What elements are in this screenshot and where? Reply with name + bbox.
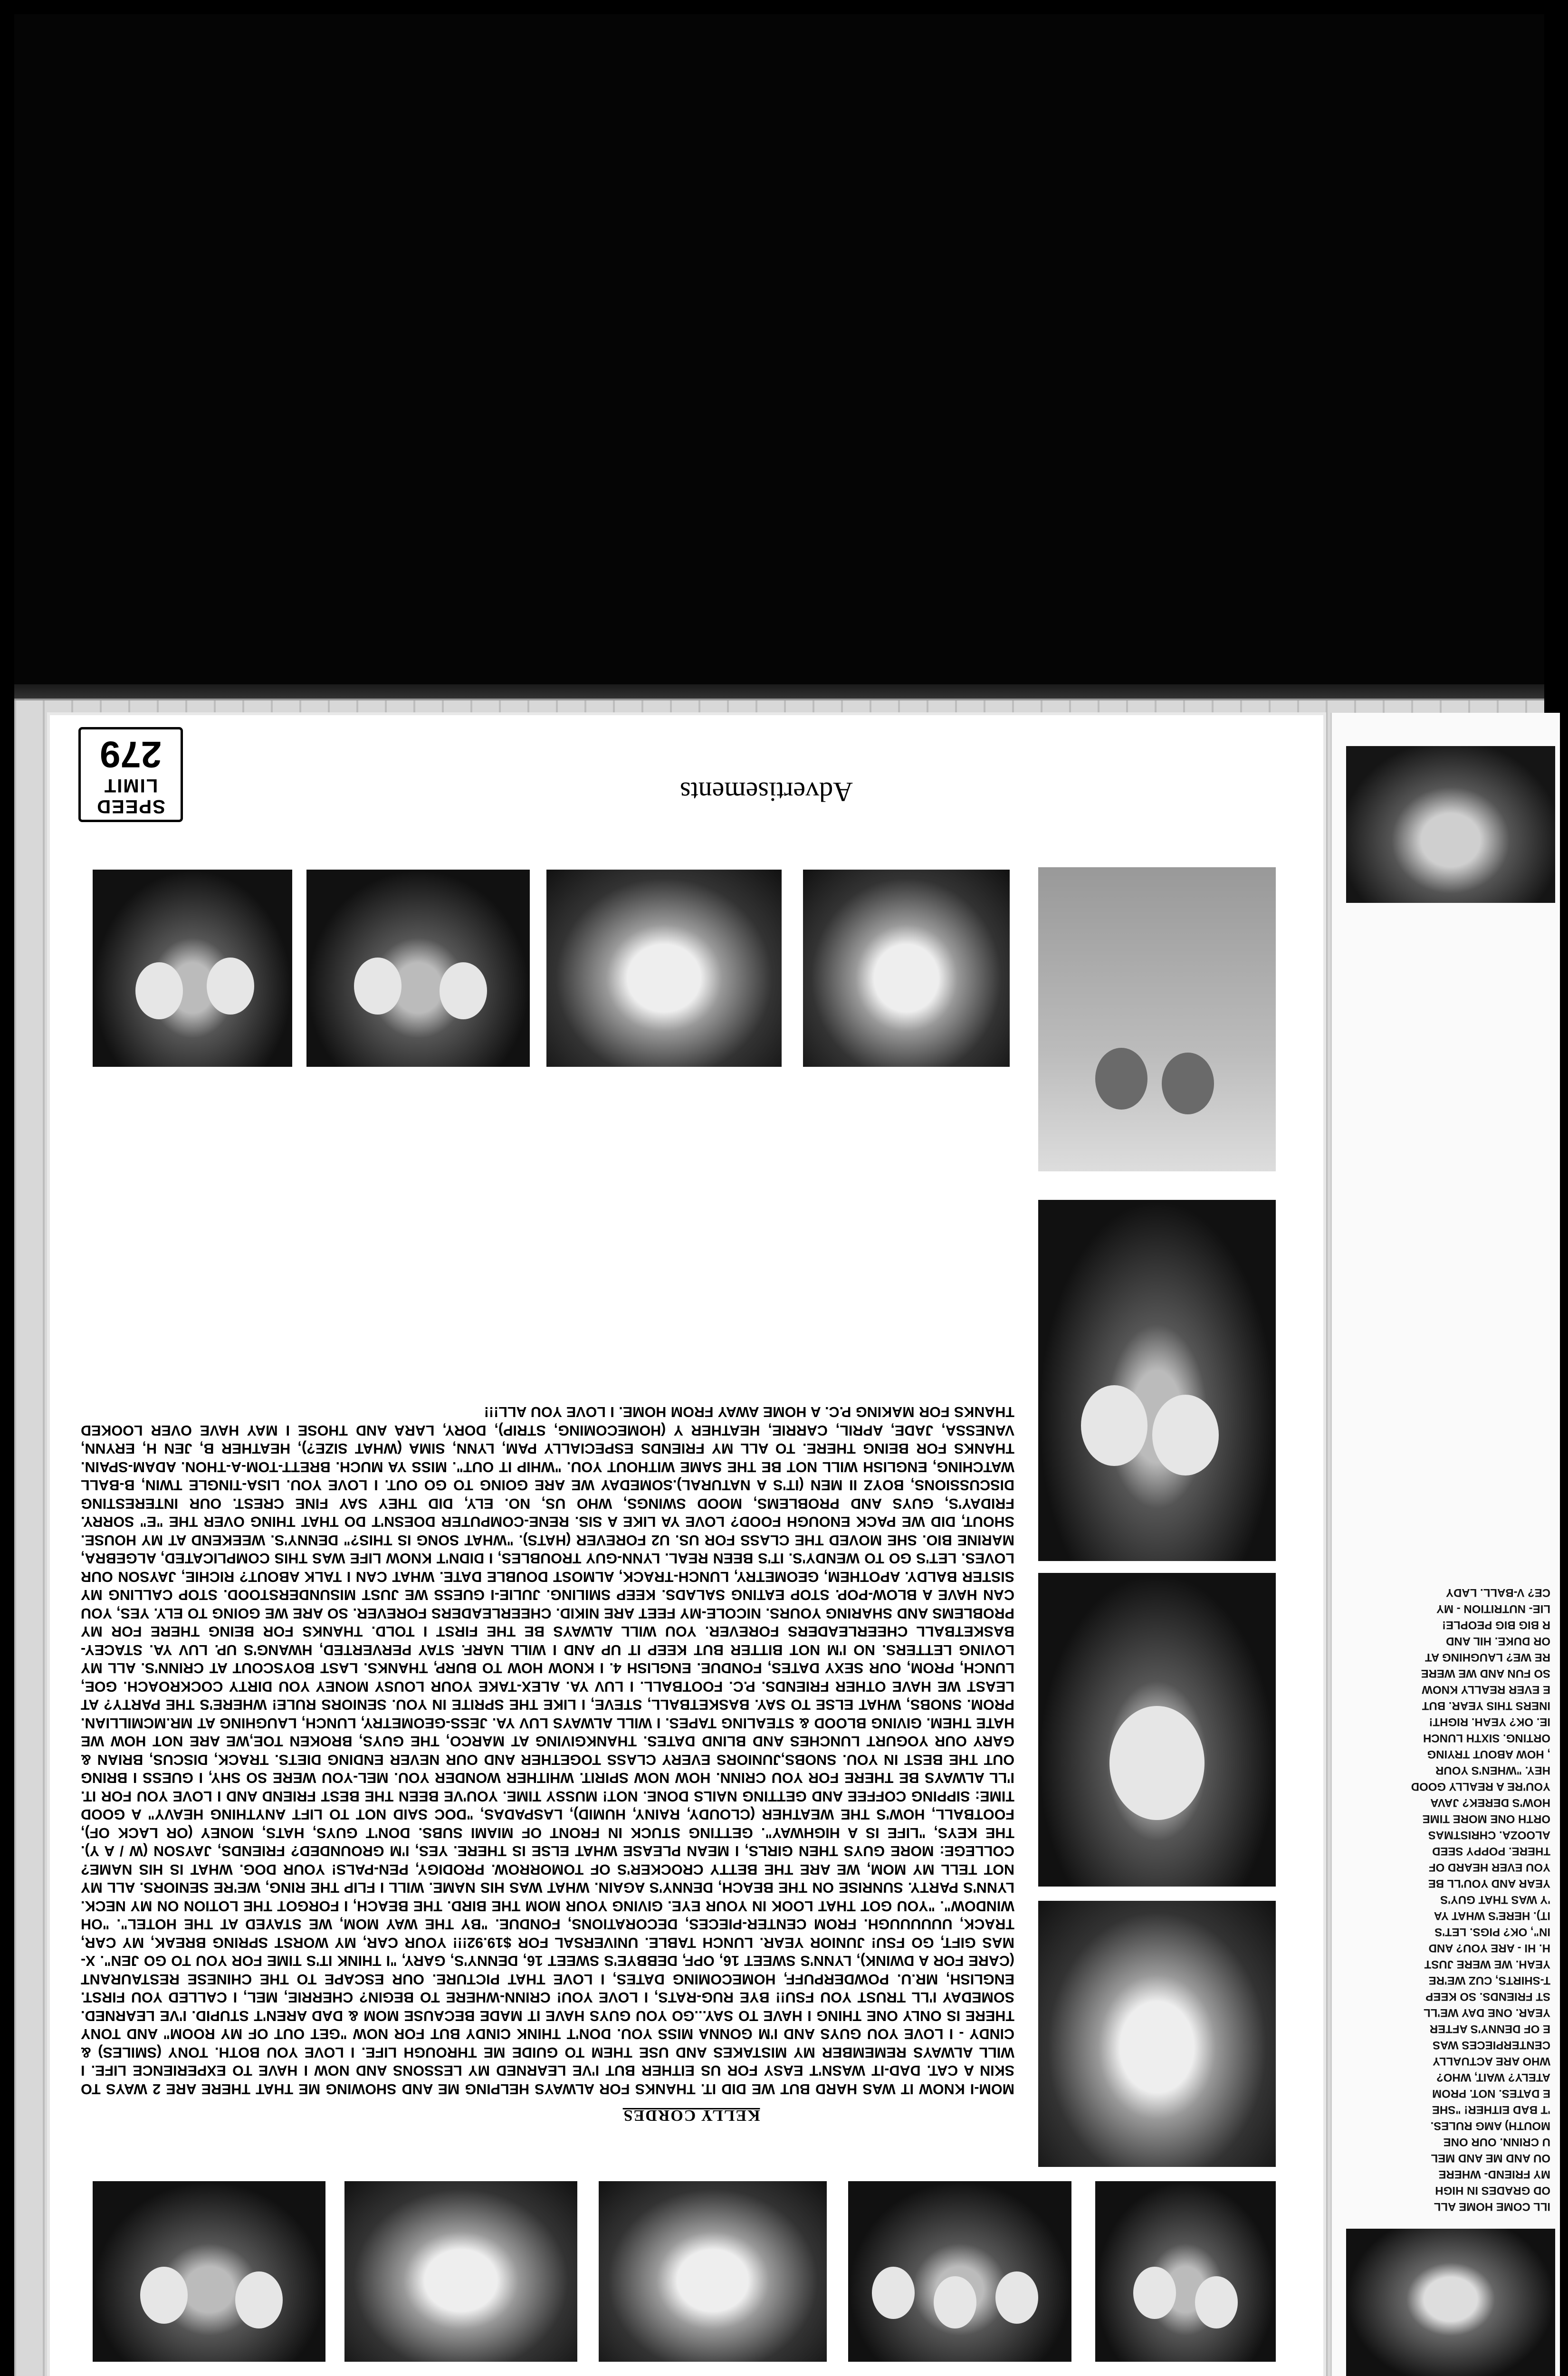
- signature-heading: KELLY CORDES: [622, 2107, 760, 2124]
- adjacent-page-line: MY FRIEND- WHERE: [1438, 2168, 1550, 2181]
- adjacent-page-line: RE WE? LAUGHING AT: [1425, 1651, 1550, 1664]
- adjacent-page-line: E EVER REALLY KNOW: [1422, 1683, 1550, 1696]
- adjacent-page-line: CENTERPIECES WAS: [1432, 2039, 1550, 2051]
- adjacent-page-line: YOU'RE A REALLY GOOD: [1411, 1780, 1550, 1793]
- adjacent-page-line: OD GRADES IN HIGH: [1435, 2184, 1550, 2197]
- adjacent-page-line: , HOW ABOUT TRYING: [1427, 1748, 1550, 1761]
- adjacent-page-line: YOU EVER HEARD OF: [1428, 1861, 1550, 1874]
- speed-sign-line2: LIMIT: [103, 775, 158, 796]
- adjacent-page-line: THERE. POPPY SEED: [1432, 1845, 1550, 1858]
- adjacent-page-line: T-SHIRTS, CUZ WE'RE: [1428, 1974, 1550, 1987]
- adjacent-page-line: YEAR AND YOU'LL BE: [1428, 1877, 1550, 1890]
- adjacent-page-line: OR DUKE. HIL AND: [1445, 1635, 1550, 1648]
- adjacent-page: [1330, 713, 1560, 2376]
- speed-limit-sign: [78, 727, 183, 822]
- adjacent-page-line: ATELY? WAIT, WHO?: [1436, 2071, 1550, 2084]
- photo-left-2: [1038, 1573, 1276, 1887]
- adjacent-page-line: ALOOZA. CHRISTMAS: [1428, 1829, 1550, 1841]
- photo-left-4: [1038, 867, 1276, 1171]
- photo-top-1: [1095, 2181, 1276, 2362]
- page-number: 279: [99, 734, 162, 776]
- adjacent-page-line: ILL COME HOME ALL: [1434, 2200, 1550, 2213]
- adjacent-page-line: E DATES. NOT. PROM: [1432, 2087, 1550, 2100]
- adjacent-photo-bottom: [1346, 746, 1555, 903]
- adjacent-page-line: SO FUN AND WE WERE: [1421, 1667, 1550, 1680]
- adjacent-page-line: CE? V-BALL. LADY: [1446, 1586, 1550, 1599]
- photo-left-3: [1038, 1200, 1276, 1561]
- photo-bottom-4: [93, 870, 292, 1067]
- adjacent-page-line: ORTH ONE MORE TIME: [1422, 1812, 1550, 1825]
- adjacent-page-text: [1351, 1584, 1550, 2214]
- adjacent-page-line: E OF DENNY'S AFTER: [1429, 2022, 1550, 2035]
- photo-bottom-1: [803, 870, 1010, 1067]
- adjacent-page-line: ORTING. SIXTH LUNCH: [1423, 1732, 1550, 1744]
- adjacent-page-line: YEAR. ONE DAY WE'LL: [1423, 2006, 1550, 2019]
- scanner-lid: [14, 14, 1544, 694]
- adjacent-page-line: WHO ARE ACTUALLY: [1433, 2055, 1550, 2068]
- photo-top-5: [93, 2181, 325, 2362]
- photo-bottom-2: [546, 870, 782, 1067]
- adjacent-photo-top: [1346, 2229, 1555, 2376]
- photo-left-1: [1038, 1901, 1276, 2167]
- message-body: [81, 1403, 1014, 2098]
- photo-top-2: [848, 2181, 1071, 2362]
- adjacent-page-line: OU AND ME AND MEL: [1431, 2152, 1550, 2165]
- adjacent-page-line: R BIG BIG PEOPLE!: [1442, 1619, 1550, 1631]
- adjacent-page-line: HOW'S DEREK? JAVA: [1430, 1796, 1550, 1809]
- adjacent-page-line: MOUTH) AMG RULES.: [1430, 2119, 1550, 2132]
- yearbook-page: [50, 715, 1323, 2376]
- photo-bottom-3: [306, 870, 530, 1067]
- adjacent-page-line: IE. OK? YEAH. RIGHT!: [1429, 1715, 1550, 1728]
- message-paragraph: MOM-I KNOW IT WAS HARD BUT WE DID IT. THANKS FOR ALWAYS HELPING ME AND SHOWING ME THAT THERE ARE 2 WAYS TO SKIN A CAT. DAD-IT WASN'T EASY FOR US EITHER BUT I'VE LEARNED MY LESSONS AND NOW I HAVE TO EXPERIENCE LIFE. I WILL ALWAYS REMEMBER MY MISTAKES AND USE THEM TO GUIDE ME THROUGH LIFE. I LOVE YOU BOTH. TONY (SMILES) & CINDY - I LOVE YOU GUYS AND I'M GONNA MISS YOU. DON'T THINK CINDY BUT FOR NOW "GET OUT OF MY ROOM" AND TONY THERE IS ONLY ONE THING I HAVE TO SAY...GO YOU GUYS HAVE IT MADE BECAUSE MOM & DAD AREN'T STUPID. I'VE LEARNED. SOMEDAY I'LL TRUST YOU FSU!! BYE RUG-RATS, I LOVE YOU! CRINN-WHERE TO BEGIN? CHERRIE, MEL, I CALLED YOU FIRST. ENGLISH, MR.U. POWDERPUFF, HOMECOMING DATES, I LOVE THAT PICTURE. OUR ESCAPE TO THE CHINESE RESTAURANT (CARE FOR A DWINK), LYNN'S SWEET 16, OPF, DEBBYE'S SWEET 16, DENNY'S, GARY, "I THINK IT'S TIME FOR YOU TO GO JEN". X-MAS GIFT, GO FSU! JUNIOR YEAR. LUNCH TABLE. UNIVERSAL FOR $19.92!!! YOUR CAR, MY WORST SPRING BREAK, MY CAR, TRACK, UUUUUUGH. FROM CENTER-PIECES, DECORATIONS, FONDUE. "BY THE WAY MOM, WE STAYED AT THE HOTEL". "OH WINDOW". "YOU GOT THAT LOOK IN YOUR EYE. GIVING YOUR MOM THE BIRD. THE BEACH, I FORGOT THE LOTION ON MY NECK. LYNN'S PARTY. SUNRISE ON THE BEACH, DENNY'S AGAIN. WHAT WAS HIS NAME. WILL I FLIP THE RING, WE'RE SENIORS. ALL MY NOT TELL MY MOM, WE ARE THE BETTY CROCKER'S OF TOMORROW. PRODIGY, PEN-PALS! YOUR DOG. WHAT IS HIS NAME? COLLEGE: MORE GUYS THEN GIRLS, I MEAN PLEASE WHAT ELSE IS THERE. YES, I'M GROUNDED? FRIENDS, JAYSON (W / A Y). THE KEYS, "LIFE IS A HIGHWAY". GETTING STUCK IN FRONT OF MIAMI SUBS. DON'T GUYS, HATS, MONEY (OR LACK OF), FOOTBALL, HOW'S THE WEATHER (CLOUDY, RAINY, HUMID), LASPADAS, "DOC SAID NOT TO LIFT ANYTHING HEAVY" A GOOD TIME: SIPPING COFFEE AND GETTING NAILS DONE. NOT! MUSSY TIME. YOU'VE BEEN THE BEST FRIEND AND I LOVE YOU FOR IT. I'LL ALWAYS BE THERE FOR YOU CRINN. HOW NOW SPIRIT. WHITHER WONDER YOU. MEL-YOU WERE SO SHY, I GUESS I BRING OUT THE BEST IN YOU. SNOBS,JUNIORS EVERY CLASS TOGETHER AND OUR NEVER ENDING DIETS. TRACK, DISCUS, BRIAN & GARY OUR YOGURT LUNCHES AND BLIND DATES. THANKGIVING AT MARCO, THE GUYS, BROKEN TOE,WE ARE NOT HOW WE HATE THEM. GIVING BLOOD & STEALING TAPES. I WILL ALWAYS LUV YA. JESS-GEOMETRY, LUNCH, LAUGHING AT MR.MCMILLIAN. PROM. SNOBS, WHAT ELSE TO SAY. BASKETBALL, STEVE, I LIKE THE SPRITE IN YOU. SENIORS RULE! WHERE'S THE PARTY? AT LEAST WE HAVE OTHER FRIENDS. P.C. FOOTBALL. I LUV YA. ALEX-TAKE YOUR LOUSY MONEY YOU DIRTY COCKROACH. GOE, LUNCH, PROM, OUR SEXY DATES, FONDUE. ENGLISH 4. I KNOW HOW TO BURP, THANKS. LAST BOYSCOUT AT CRINN'S. ALL MY LOVING LETTERS. NO I'M NOT BITTER BUT KEEP IT UP AND I WILL NARF. STAY PERVERTED, HWANG'S UP. LUV YA. STACEY-BASKETBALL CHEERLEADERS FOREVER. YOU WILL ALWAYS BE THE FIRST I TOLD. THANKS FOR BEING THERE FOR MY PROBLEMS AND SHARING YOURS. NICOLE-MY FEET ARE NIKID. CHEERLEADERS FOREVER. SO ARE WE GOING TO ELY. YES, YOU CAN HAVE A BLOW-POP. STOP EATING SALADS. KEEP SMILING. JULIE-I GUESS WE JUST MISUNDERSTOOD. STOP CALLING MY SISTER BALDY. APOTHEM, GEOMETRY, LUNCH-TRACK, ALMOST DOUBLE DATE. WHAT CAN I TALK ABOUT? RICHIE, JAYSON OUR LOVES. LET'S GO TO WENDY'S. IT'S BEEN REAL. LYNN-GUY TROUBLES, I DIDN'T KNOW LIFE WAS THIS COMPLICATED, ALGEBRA, MARINE BIO. SHE MOVED THE CLASS FOR US. U2 FOREVER (HATS). "WHAT SONG IS THIS?" DENNY'S. WEEKEND AT MY HOUSE. SHOUT, DID WE PACK ENOUGH FOOD? LOVE YA LIKE A SIS. RENE-COMPUTER DOESN'T DO THAT THING OVER THE "E" SORRY. FRIDAY'S, GUYS AND PROBLEMS, MOOD SWINGS, WHO US, NO. ELY, DID THEY SAY FINE CREST. OUR INTERESTING DISCUSSIONS, BOYZ II MEN (IT'S A NATURAL).SOMEDAY WE ARE GOING TO GO OUT. I LOVE YOU. LISA-TINGLE TWIN, B-BALL WATCHING, ENGLISH WILL NOT BE THE SAME WITHOUT YOU. "WHIP IT OUT". MISS YA MUCH. BRETT-TOM-A-THON. ADAM-SPAIN. THANKS FOR BEING THERE. TO ALL MY FRIENDS ESPECIALLY PAM, LYNN, SIMA (WHAT SIZE?), HEATHER B, JEN H, ERYNN, VANESSA, JADE, APRIL, CARRIE, HEATHER Y (HOMECOMING, STRIP), DORY, LARA AND THOSE I MAY HAVE OVER LOOKED THANKS FOR MAKING P.C. A HOME AWAY FROM HOME. I LOVE YOU ALL!!!: [81, 1404, 1014, 2097]
- section-title: Advertisements: [679, 776, 853, 807]
- adjacent-page-line: YEAH. WE WERE JUST: [1424, 1958, 1550, 1971]
- adjacent-page-line: IT). HERE'S WHAT YA: [1434, 1909, 1550, 1922]
- adjacent-page-line: U CRINN. OUR ONE: [1443, 2136, 1550, 2148]
- adjacent-page-line: LIE- NUTRITION - MY: [1436, 1602, 1550, 1615]
- adjacent-page-line: 'T BAD EITHER! "SHE: [1432, 2103, 1550, 2116]
- photo-top-4: [344, 2181, 577, 2362]
- speed-sign-line1: SPEED: [96, 796, 165, 817]
- adjacent-page-line: H. HI - ARE YOU? AND: [1428, 1942, 1550, 1954]
- adjacent-page-line: 'Y WAS THAT GUY'S: [1440, 1893, 1550, 1906]
- adjacent-page-line: ST FRIENDS. SO KEEP: [1425, 1990, 1550, 2003]
- photo-top-3: [599, 2181, 827, 2362]
- adjacent-page-line: INERS THIS YEAR. BUT: [1422, 1699, 1550, 1712]
- adjacent-page-line: HEY. "WHEN'S YOUR: [1435, 1764, 1550, 1777]
- adjacent-page-line: IN", OK? PIGS. LET'S: [1434, 1926, 1550, 1938]
